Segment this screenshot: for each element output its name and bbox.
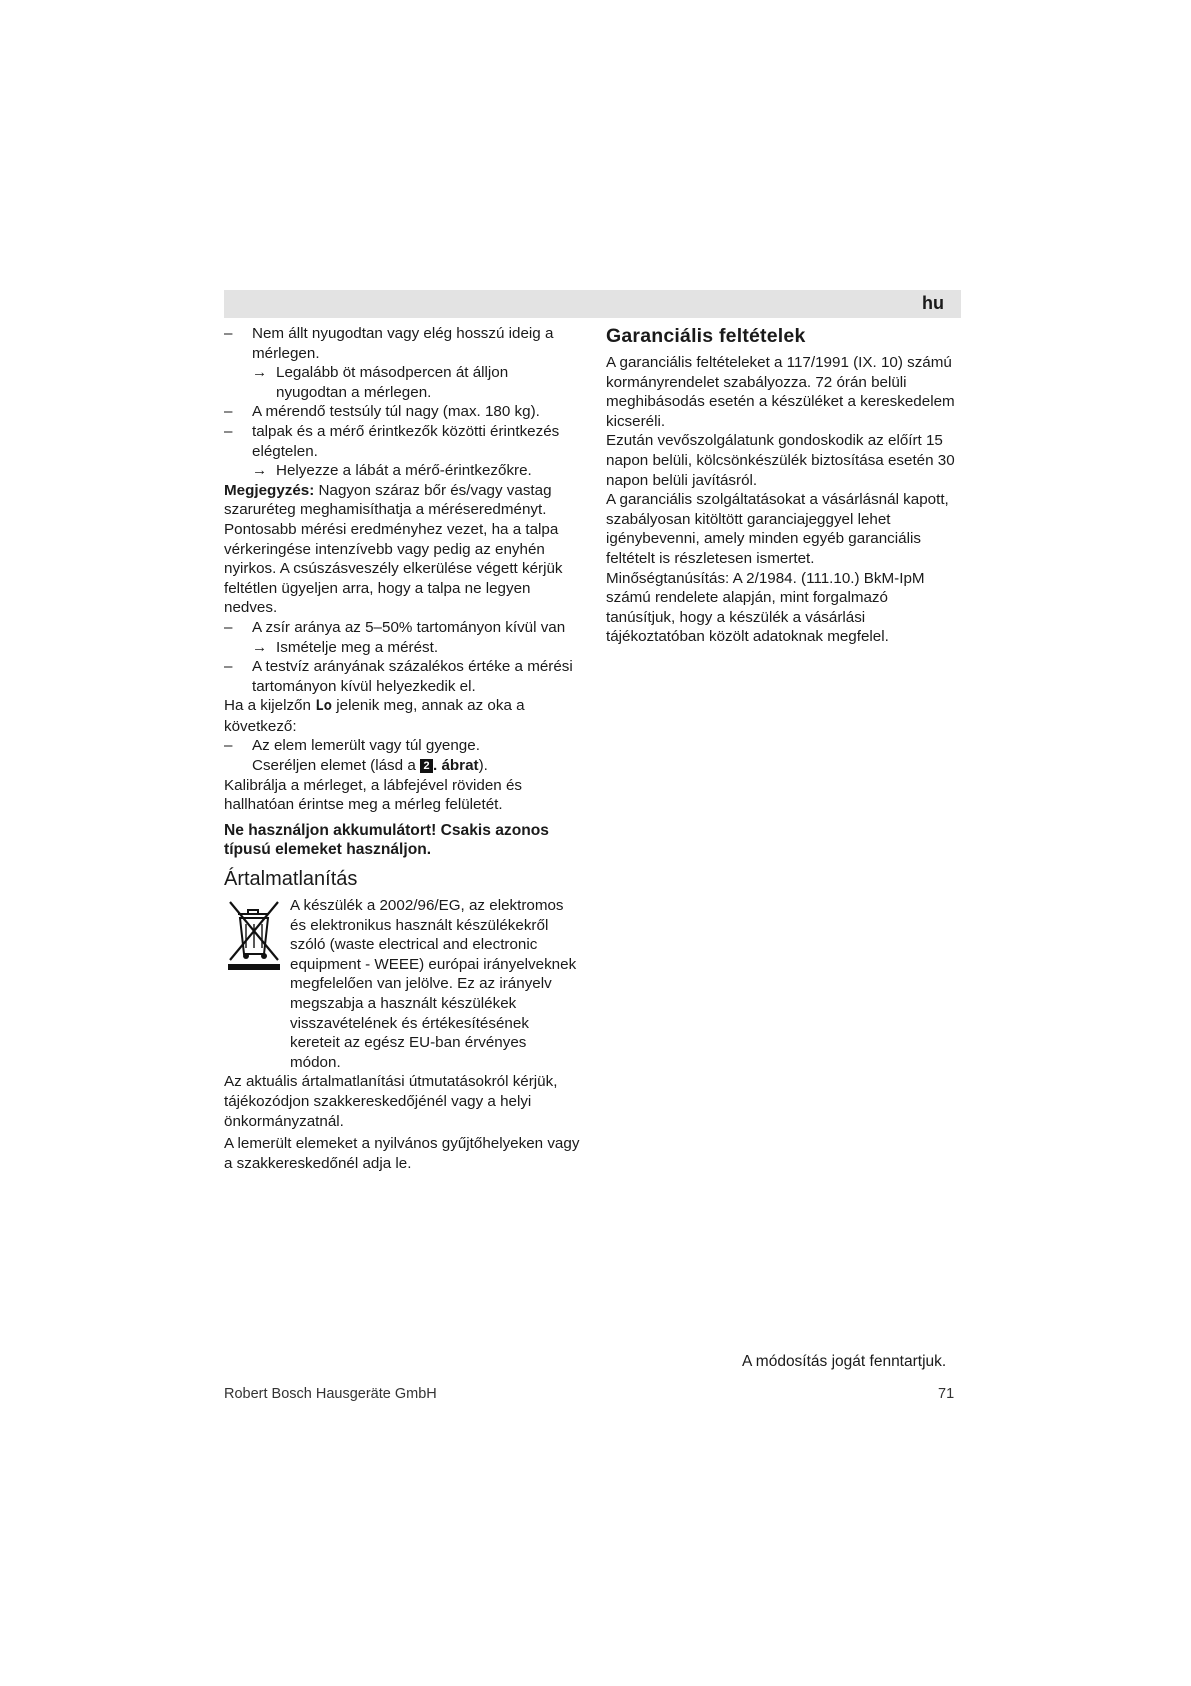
rights-note: A módosítás jogát fenntartjuk.	[742, 1353, 947, 1370]
arrow-icon: →	[252, 638, 268, 656]
calibration-paragraph: Kalibrálja a mérleget, a lábfejével röviden és hallhatóan érintse meg a mérleg felületét.	[224, 776, 523, 814]
weee-bin-icon	[224, 896, 290, 1072]
warranty-paragraph: A garanciális feltételeket a 117/1991 (IX. 10) számú kormányrendelet szabályozza. 72 órán belüli meghibásodás esetén a készüléket a kereskedelem kicseréli.	[606, 354, 955, 430]
list-item: – A testvíz arányának százalékos értéke a mérési tartományon kívül helyezkedik el.	[224, 657, 580, 696]
battery-warning: Ne használjon akkumulátort! Csakis azonos típusú elemeket használjon.	[224, 821, 549, 859]
warranty-heading: Garanciális feltételek	[606, 325, 806, 347]
arrow-icon: →	[252, 462, 268, 480]
figure-number-badge: 2	[420, 759, 433, 773]
header-band	[224, 290, 961, 318]
arrow-icon: →	[252, 364, 268, 382]
note-paragraph	[224, 481, 580, 618]
weee-block	[224, 896, 580, 1072]
figure-ref: . ábrat	[433, 757, 479, 775]
company-name: Robert Bosch Hausgeräte GmbH	[224, 1386, 437, 1402]
display-paragraph: Ha a kijelzőn Lo jelenik meg, annak az oka a következő:	[224, 697, 525, 735]
disposal-paragraph: A lemerült elemeket a nyilvános gyűjtőhelyeken vagy a szakkereskedőnél adja le.	[224, 1135, 580, 1172]
note-label: Megjegyzés:	[224, 481, 315, 499]
warranty-paragraph: Ezután vevőszolgálatunk gondoskodik az előírt 15 napon belüli, kölcsönkészülék biztosítása esetén 30 napon belüli javításról.	[606, 432, 955, 489]
list-item: – Az elem lemerült vagy túl gyenge.	[224, 736, 580, 756]
note-text: Nagyon száraz bőr és/vagy vastag szaruréteg meghamisíthatja a méréseredményt. Pontosabb mérési eredményhez vezet, ha a talpa vérkeringése intenzívebb vagy pedig az enyhén nyirkos. A csúszásveszély elkerülése végett kérjük feltétlen ügyeljen arra, hogy a talpa ne legyen nedves.	[224, 481, 563, 617]
list-continuation: Cseréljen elemet (lásd a 2 . ábrat).	[252, 757, 488, 775]
list-item: – A mérendő testsúly túl nagy (max. 180 kg).	[224, 402, 580, 422]
page-number: 71	[938, 1386, 955, 1402]
list-item: – Nem állt nyugodtan vagy elég hosszú ideig a mérlegen.	[224, 324, 580, 363]
disposal-paragraph: Az aktuális ártalmatlanítási útmutatásokról kérjük, tájékozódjon szakkereskedőjénél vagy a helyi önkormányzatnál.	[224, 1073, 558, 1130]
left-column	[224, 324, 580, 1173]
arrow-instruction: → Ismételje meg a mérést.	[252, 638, 439, 656]
list-item: – talpak és a mérő érintkezők közötti érintkezés elégtelen.	[224, 422, 580, 461]
language-code: hu	[922, 293, 944, 313]
disposal-heading: Ártalmatlanítás	[224, 868, 358, 891]
warranty-paragraph: Minőségtanúsítás: A 2/1984. (111.10.) BkM-IpM számú rendelete alapján, mint forgalmazó tanúsítjuk, hogy a készülék a vásárlási tájékoztatóban közölt adatoknak megfelel.	[606, 569, 925, 646]
arrow-instruction: → Legalább öt másodpercen át álljon nyugodtan a mérlegen.	[252, 364, 509, 401]
display-lo-glyph: Lo	[315, 698, 333, 715]
arrow-instruction: → Helyezze a lábát a mérő-érintkezőkre.	[252, 462, 532, 480]
warranty-paragraph: A garanciális szolgáltatásokat a vásárlásnál kapott, szabályosan kitöltött garanciajeggyel lehet igénybevenni, amely minden egyéb garanciális feltételt is részletesen ismertet.	[606, 491, 949, 567]
list-item: – A zsír aránya az 5–50% tartományon kívül van	[224, 618, 580, 638]
weee-text: A készülék a 2002/96/EG, az elektromos és elektronikus használt készülékekről szóló (waste electrical and electronic equipment - WEEE) európai irányelveknek megfelelően van jelölve. Ez az irányelv megszabja a használt készülékek visszavételének és értékesítésének kereteit az egész EU-ban érvényes módon.	[290, 897, 577, 1071]
right-column	[606, 324, 961, 647]
